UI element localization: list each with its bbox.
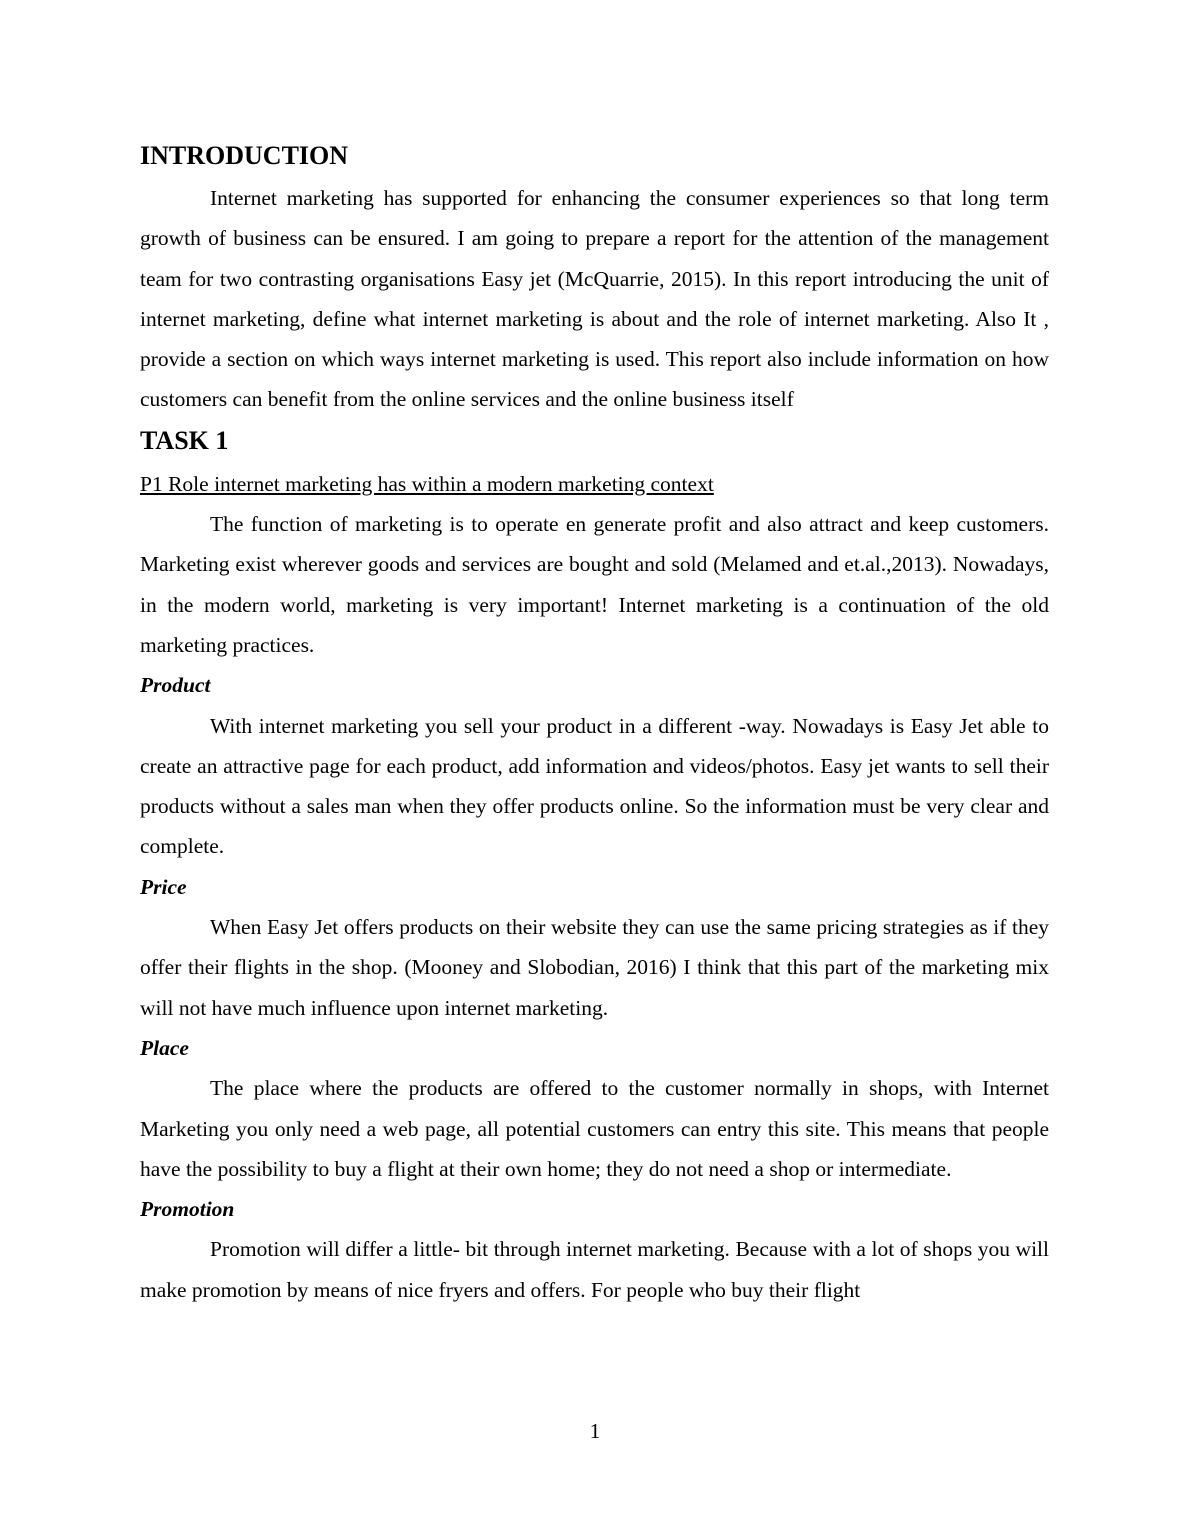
place-paragraph: The place where the products are offered to the customer normally in shops, with Internet Marketing you only need a web page, all potential customers can entry this site. This means that people have the possibility to buy a flight at their own home; they do not need a shop or intermediate. xyxy=(140,1076,1049,1181)
price-paragraph: When Easy Jet offers products on their website they can use the same pricing strategies as if they offer their flights in the shop. (Mooney and Slobodian, 2016) I think that this part of the marketing mix will not have much influence upon internet marketing. xyxy=(140,915,1049,1020)
place-heading: Place xyxy=(140,1035,189,1060)
introduction-heading: INTRODUCTION xyxy=(140,141,349,170)
promotion-heading: Promotion xyxy=(140,1197,235,1222)
product-heading: Product xyxy=(140,673,211,698)
task-1-heading: TASK 1 xyxy=(140,425,229,455)
p1-subheading: P1 Role internet marketing has within a modern marketing context xyxy=(140,471,714,496)
task-1-paragraph: The function of marketing is to operate en generate profit and also attract and keep customers. Marketing exist wherever goods and services are bought and sold (Melamed and et.al.,2013). Nowadays, in the modern world, marketing is very important! Internet marketing is a continuation of the old marketing practices. xyxy=(140,512,1049,657)
promotion-paragraph: Promotion will differ a little- bit through internet marketing. Because with a lot of shops you will make promotion by means of nice fryers and offers. For people who buy their flight xyxy=(140,1237,1049,1302)
price-heading: Price xyxy=(140,874,187,899)
introduction-paragraph: Internet marketing has supported for enhancing the consumer experiences so that long term growth of business can be ensured. I am going to prepare a report for the attention of the management team for two contrasting organisations Easy jet (McQuarrie, 2015). In this report introducing the unit of internet marketing, define what internet marketing is about and the role of internet marketing. Also It , provide a section on which ways internet marketing is used. This report also include information on how customers can benefit from the online services and the online business itself xyxy=(140,186,1049,412)
product-paragraph: With internet marketing you sell your product in a different -way. Nowadays is Easy Jet able to create an attractive page for each product, add information and videos/photos. Easy jet wants to sell their products without a sales man when they offer products online. So the information must be very clear and complete. xyxy=(140,713,1049,859)
page-number: 1 xyxy=(589,1419,601,1443)
document-body xyxy=(140,139,1049,1310)
